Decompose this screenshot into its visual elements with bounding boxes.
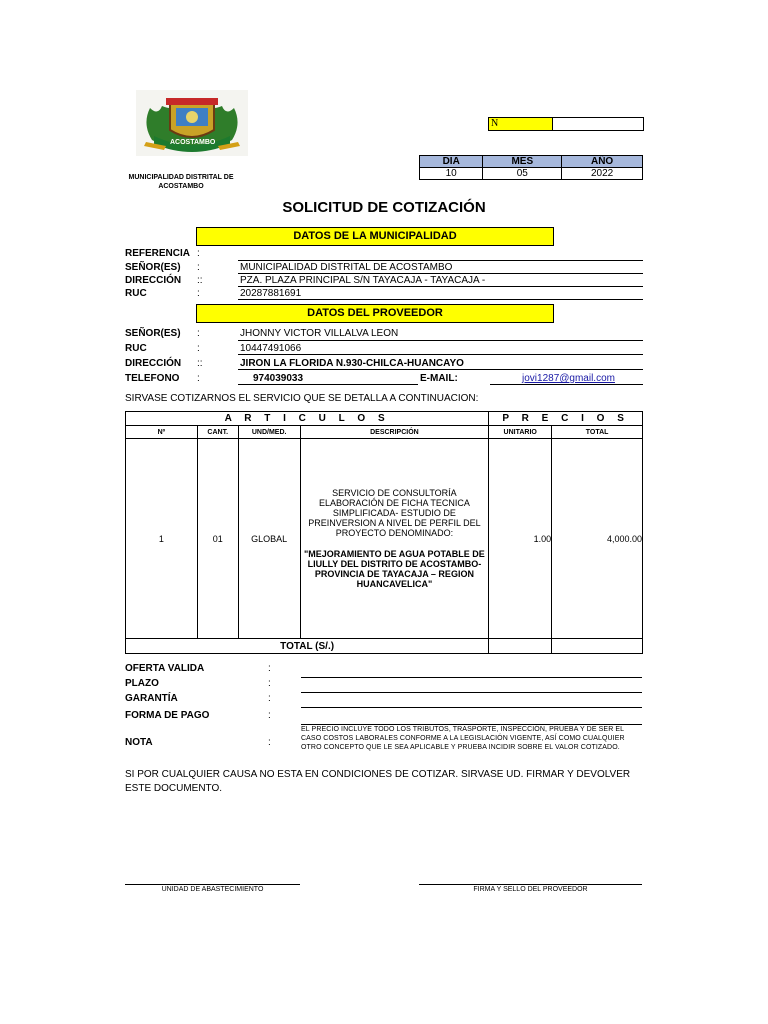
colon: : xyxy=(268,693,271,704)
colon: : xyxy=(197,262,200,273)
divider xyxy=(238,354,643,355)
closing-text: SI POR CUALQUIER CAUSA NO ESTA EN CONDICIONES DE COTIZAR. SIRVASE UD. FIRMAR Y DEVOLVER ESTE DOCUMENTO. xyxy=(125,769,631,794)
total-value-empty xyxy=(552,639,643,654)
email-link[interactable]: jovi1287@gmail.com xyxy=(522,373,615,384)
date-header-day: DIA xyxy=(420,156,483,168)
divider xyxy=(490,384,643,385)
colon: : xyxy=(268,663,271,674)
label-plazo: PLAZO xyxy=(125,678,159,689)
colon: : xyxy=(268,737,271,748)
document-number-value xyxy=(553,118,643,130)
items-table xyxy=(125,411,643,654)
label-direccion-proveedor: DIRECCIÓN xyxy=(125,358,182,369)
label-nota: NOTA xyxy=(125,737,153,748)
divider xyxy=(238,260,643,261)
colon: : xyxy=(268,678,271,689)
col-unitario: UNITARIO xyxy=(489,426,552,439)
label-ruc-municipalidad: RUC xyxy=(125,288,147,299)
document-number-box xyxy=(488,117,644,131)
label-direccion-municipalidad: DIRECCIÓN xyxy=(125,275,182,286)
logo-text: ACOSTAMBO xyxy=(170,139,216,146)
colon: : xyxy=(197,328,200,339)
label-telefono: TELEFONO xyxy=(125,373,180,384)
colon: :: xyxy=(197,275,203,286)
cell-unitario: 1.00 xyxy=(489,439,552,639)
divider xyxy=(238,299,643,300)
label-garantia: GARANTÍA xyxy=(125,693,178,704)
value-senores-municipalidad: MUNICIPALIDAD DISTRITAL DE ACOSTAMBO xyxy=(240,262,453,273)
table-row xyxy=(126,439,643,639)
date-month: 05 xyxy=(483,168,562,180)
colon: :: xyxy=(197,358,203,369)
value-telefono: 974039033 xyxy=(253,373,304,384)
date-day: 10 xyxy=(420,168,483,180)
section-title-proveedor: DATOS DEL PROVEEDOR xyxy=(196,304,554,323)
page-title: SOLICITUD DE COTIZACIÓN xyxy=(282,199,486,216)
col-unidad: UND/MED. xyxy=(238,426,300,439)
value-ruc-proveedor: 10447491066 xyxy=(240,343,302,354)
col-numero: Nº xyxy=(126,426,198,439)
logo-caption: MUNICIPALIDAD DISTRITAL DE ACOSTAMBO xyxy=(128,174,234,190)
cell-cantidad: 01 xyxy=(197,439,238,639)
nota-text: EL PRECIO INCLUYE TODO LOS TRIBUTOS, TRASPORTE, INSPECCIÓN, PRUEBA Y DE SER EL CASO COSTOS LABORALES CONFORME A LA LEGISLACIÓN VIGENTE, ASÍ COMO CUALQUIER OTRO CONCEPTO QUE LE SEA APLICABLE Y PRUEBA INCIDIR SOBRE EL VALOR COTIZADO. xyxy=(301,726,625,751)
value-direccion-proveedor: JIRON LA FLORIDA N.930-CHILCA-HUANCAYO xyxy=(240,358,464,369)
label-senores-proveedor: SEÑOR(ES) xyxy=(125,328,181,339)
col-descripcion: DESCRIPCIÓN xyxy=(300,426,489,439)
value-ruc-municipalidad: 20287881691 xyxy=(240,288,302,299)
divider xyxy=(301,707,642,708)
municipal-crest-logo xyxy=(136,90,248,156)
date-header-year: AÑO xyxy=(562,156,643,168)
divider xyxy=(301,692,642,693)
label-referencia: REFERENCIA xyxy=(125,248,191,259)
cell-descripcion xyxy=(300,439,489,639)
label-senores-municipalidad: SEÑOR(ES) xyxy=(125,262,181,273)
cell-numero: 1 xyxy=(126,439,198,639)
date-year: 2022 xyxy=(562,168,643,180)
colon: : xyxy=(268,710,271,721)
description-service: SERVICIO DE CONSULTORÍA ELABORACIÓN DE FICHA TECNICA SIMPLIFICADA- ESTUDIO DE PREINVERSION A NIVEL DE PERFIL DEL PROYECTO DENOMINADO: xyxy=(308,488,481,538)
cell-unidad: GLOBAL xyxy=(238,439,300,639)
section-title-municipalidad: DATOS DE LA MUNICIPALIDAD xyxy=(196,227,554,246)
label-oferta-valida: OFERTA VALIDA xyxy=(125,663,205,674)
value-direccion-municipalidad: PZA. PLAZA PRINCIPAL S/N TAYACAJA - TAYACAJA - xyxy=(240,275,486,286)
colon: : xyxy=(197,373,200,384)
divider xyxy=(238,286,643,287)
colon: : xyxy=(197,343,200,354)
label-forma-de-pago: FORMA DE PAGO xyxy=(125,710,210,721)
divider xyxy=(238,273,643,274)
value-senores-proveedor: JHONNY VICTOR VILLALVA LEON xyxy=(240,328,399,339)
col-total: TOTAL xyxy=(552,426,643,439)
header-precios: P R E C I O S xyxy=(489,412,643,426)
date-table xyxy=(419,155,643,180)
colon: : xyxy=(197,288,200,299)
total-unitario-empty xyxy=(489,639,552,654)
date-header-month: MES xyxy=(483,156,562,168)
signature-line-left xyxy=(125,884,300,885)
divider xyxy=(238,340,643,341)
document-number-label: N xyxy=(489,118,553,130)
divider xyxy=(301,677,642,678)
instruction-text: SIRVASE COTIZARNOS EL SERVICIO QUE SE DETALLA A CONTINUACION: xyxy=(125,393,479,404)
signature-line-right xyxy=(419,884,642,885)
divider xyxy=(238,369,643,370)
divider xyxy=(238,384,418,385)
cell-total: 4,000.00 xyxy=(552,439,643,639)
label-ruc-proveedor: RUC xyxy=(125,343,147,354)
col-cantidad: CANT. xyxy=(197,426,238,439)
description-project: "MEJORAMIENTO DE AGUA POTABLE DE LIULLY DEL DISTRITO DE ACOSTAMBO- PROVINCIA DE TAYACAJA – REGION HUANCAVELICA" xyxy=(304,549,485,589)
label-email: E-MAIL: xyxy=(420,373,458,384)
total-label: TOTAL (S/.) xyxy=(126,639,489,654)
signature-caption-right: FIRMA Y SELLO DEL PROVEEDOR xyxy=(473,886,588,893)
signature-caption-left: UNIDAD DE ABASTECIMIENTO xyxy=(161,886,264,893)
header-articulos: A R T I C U L O S xyxy=(126,412,489,426)
colon: : xyxy=(197,248,200,259)
